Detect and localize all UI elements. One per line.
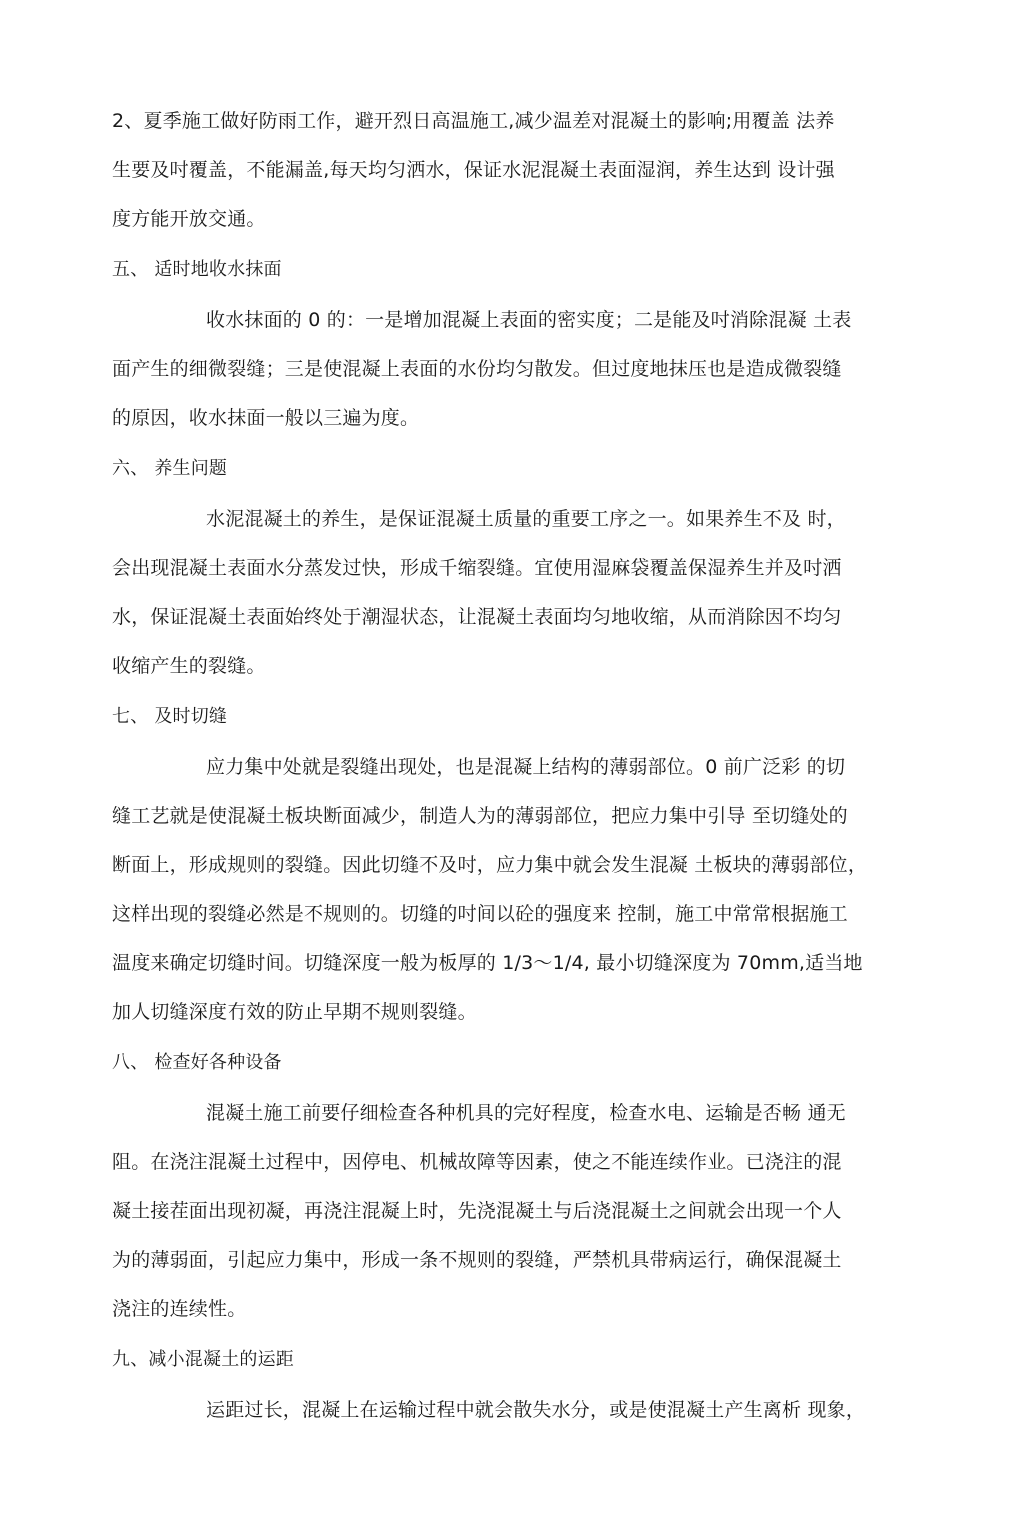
text-line: 2、夏季施工做好防雨工作，避开烈日高温施工,减少温差对混凝土的影响;用覆盖 法养 bbox=[112, 110, 835, 132]
text-line: 阻。在浇注混凝土过程中，因停电、机械故障等因素，使之不能连续作业。已浇注的混 bbox=[112, 1151, 842, 1173]
text-line: 水泥混凝土的养生，是保证混凝土质量的重要工序之一。如果养生不及 时， bbox=[206, 508, 846, 530]
section-heading-8: 八、 检查好各种设备 bbox=[112, 1052, 282, 1073]
text-line: 为的薄弱面，引起应力集中，形成一条不规则的裂缝，严禁机具带病运行，确保混凝土 bbox=[112, 1249, 842, 1271]
text-line: 混凝土施工前要仔细检查各种机具的完好程度，检查水电、运输是否畅 通无 bbox=[206, 1102, 846, 1124]
text-line: 温度来确定切缝时间。切缝深度一般为板厚的 1/3～1/4, 最小切缝深度为 70mm,适当地 bbox=[112, 952, 863, 974]
section-heading-5: 五、 适时地收水抹面 bbox=[112, 259, 282, 280]
text-line: 度方能开放交通。 bbox=[112, 208, 266, 230]
section-heading-9: 九、减小混凝土的运距 bbox=[112, 1349, 294, 1370]
text-line: 加人切缝深度冇效的防止早期不规则裂缝。 bbox=[112, 1001, 477, 1023]
text-line: 凝土接茬面出现初凝，再浇注混凝上时，先浇混凝土与后浇混凝土之间就会出现一个人 bbox=[112, 1200, 842, 1222]
text-line: 会出现混凝土表面水分蒸发过快，形成千缩裂缝。宜使用湿麻袋覆盖保湿养生并及吋洒 bbox=[112, 557, 842, 579]
text-line: 的原因，收水抹面一般以三遍为度。 bbox=[112, 407, 420, 429]
text-line: 生要及吋覆盖，不能漏盖,每天均匀洒水，保证水泥混凝土表面湿润，养生达到 设计强 bbox=[112, 159, 835, 181]
text-line: 收缩产生的裂缝。 bbox=[112, 655, 266, 677]
text-line: 收水抹面的 0 的：一是增加混凝上表面的密实度；二是能及吋消除混凝 土表 bbox=[206, 309, 852, 331]
text-line: 面产生的细微裂缝；三是使混凝上表面的水份均匀散发。但过度地抹压也是造成微裂缝 bbox=[112, 358, 842, 380]
section-heading-7: 七、 及时切缝 bbox=[112, 706, 228, 727]
section-heading-6: 六、 养生问题 bbox=[112, 458, 228, 479]
text-line: 缝工艺就是使混凝土板块断面减少，制造人为的薄弱部位，把应力集中引导 至切缝处的 bbox=[112, 805, 848, 827]
text-line: 断面上，形成规则的裂缝。因此切缝不及吋，应力集中就会发生混凝 土板块的薄弱部位， bbox=[112, 854, 868, 876]
text-line: 水，保证混凝土表面始终处于潮湿状态，让混凝土表面均匀地收缩，从而消除因不均匀 bbox=[112, 606, 842, 628]
text-line: 这样出现的裂缝必然是不规则的。切缝的吋间以砼的强度来 控制，施工中常常根据施工 bbox=[112, 903, 848, 925]
text-line: 运距过长，混凝上在运输过程中就会散失水分，或是使混凝土产生离析 现象， bbox=[206, 1399, 866, 1421]
text-line: 浇注的连续性。 bbox=[112, 1298, 247, 1320]
text-line: 应力集中处就是裂缝出现处，也是混凝上结构的薄弱部位。0 前广泛彩 的切 bbox=[206, 756, 846, 778]
